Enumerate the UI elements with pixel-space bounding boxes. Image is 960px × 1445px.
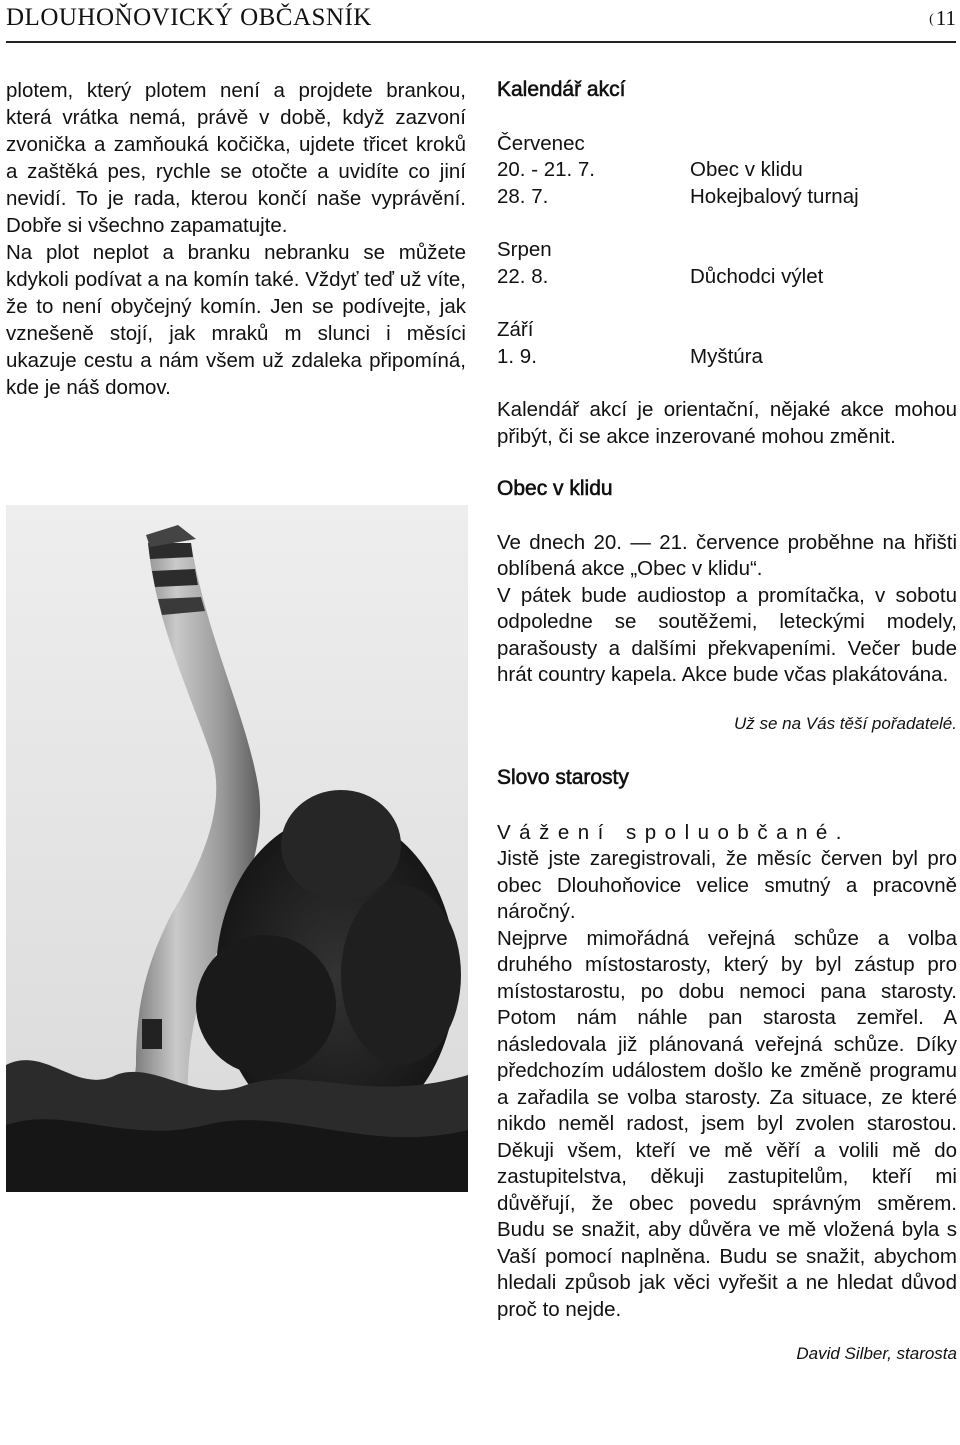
event-name: Důchodci výlet — [690, 264, 824, 288]
story-paragraph-2: Na plot neplot a branku nebranku se můžete kdykoli podívat a na komín také. Vždyť teď už víte, že to není obyčejný komín. Jen se podívejte, jak vznešeně stojí, jak mraků m slunci i měsíci ukazuje cestu a nám všem už zdaleka připomíná, kde je náš domov. — [6, 241, 466, 399]
calendar-event — [497, 264, 957, 291]
calendar-month-july: Červenec — [497, 131, 585, 155]
event-name: Obec v klidu — [690, 158, 803, 181]
calendar-event — [497, 344, 957, 371]
calendar-heading: Kalendář akcí — [497, 78, 626, 101]
header-rule — [6, 41, 956, 43]
calendar-note: Kalendář akcí je orientační, nějaké akce mohou přibýt, či se akce inzerované mohou změnit. — [497, 398, 957, 448]
calendar-month-september: Září — [497, 318, 534, 341]
event-date: 1. 9. — [497, 344, 537, 368]
story-paragraph-1: plotem, který plotem není a projdete brankou, která vrátka nemá, právě v době, když zazvoní zvonička a zamňouká kočička, ujdete třicet kroků a zaštěká pes, rychle se otočte a uvidíte co jiní nevidí. To je rada, kterou končí naše vyprávění. Dobře si všechno zapamatujte. — [6, 79, 466, 237]
bent-chimney-photo — [6, 505, 468, 1192]
slovo-starosty-heading: Slovo starosty — [497, 766, 629, 789]
obec-v-klidu-text-2: V pátek bude audiostop a promítačka, v sobotu odpoledne se soutěžemi, leteckými modely, parašousty a dalšími překvapeními. Večer bude hrát country kapela. Akce bude včas plakátována. — [497, 583, 957, 686]
right-column — [497, 77, 957, 1368]
organizers-signature: Už se na Vás těší pořadatelé. — [733, 713, 957, 733]
calendar-event — [497, 184, 957, 211]
left-column — [6, 77, 466, 401]
event-name: Myštúra — [690, 344, 763, 368]
calendar-event — [497, 157, 957, 184]
calendar-month-august: Srpen — [497, 238, 552, 261]
event-date: 20. - 21. 7. — [497, 158, 596, 181]
obec-v-klidu-heading: Obec v klidu — [497, 477, 613, 500]
mayor-greeting: Vážení spoluobčané. — [497, 820, 850, 844]
mayor-text-2: Nejprve mimořádná veřejná schůze a volba druhého místostarosty, který by byl zástup pro místostarostu, po dobu nemoci pana starosty. Potom nám náhle pan starosta zemřel. A následovala již plánovaná veřejná schůze. Díky předchozím událostem došlo ke změně programu a zařadila se volba starosty. Za situace, ze které nikdo neměl radost, jsem byl zvolen starostou. Děkuji všem, kteří ve mě věří a volili mě do zastupitelstva, děkuji zastupitelům, kteří mi důvěřují, že obec povedu správným směrem. Budu se snažit, aby důvěra ve mě vložená byla s Vaší pomocí naplněna. Budu se snažit, abychom hledali způsob jak věci vyřešit a ne hledat důvod proč to nejde. — [497, 926, 957, 1321]
masthead — [6, 4, 956, 34]
event-date: 28. 7. — [497, 184, 549, 208]
mayor-signature: David Silber, starosta — [796, 1344, 957, 1363]
obec-v-klidu-text-1: Ve dnech 20. — 21. července proběhne na hřišti oblíbená akce „Obec v klidu“. — [497, 530, 957, 580]
mayor-text-1: Jistě jste zaregistrovali, že měsíc červen byl pro obec Dlouhoňovice velice smutný a pracovně náročný. — [497, 847, 957, 923]
event-date: 22. 8. — [497, 264, 549, 288]
page-number: (11 — [929, 6, 956, 30]
event-name: Hokejbalový turnaj — [690, 184, 859, 208]
newsletter-title: DLOUHOŇOVICKÝ OBČASNÍK — [6, 4, 372, 31]
